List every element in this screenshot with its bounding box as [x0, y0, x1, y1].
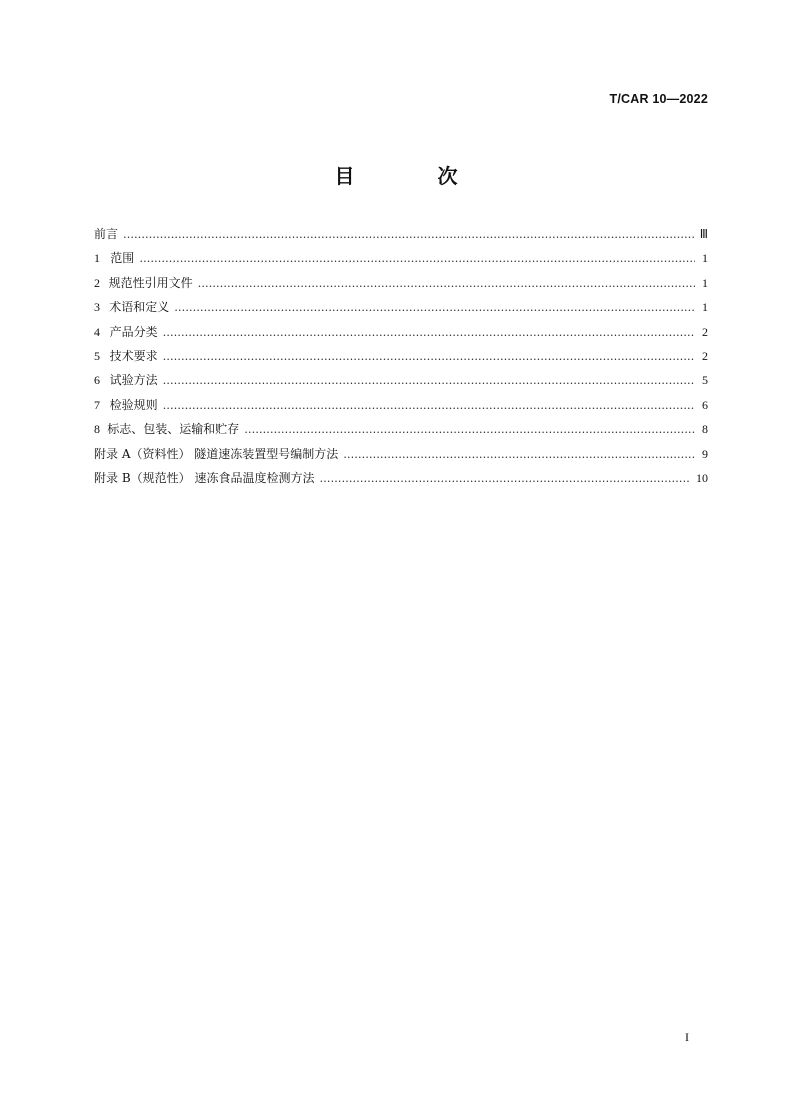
toc-entry-label: 产品分类	[109, 324, 158, 339]
toc-entry-label: 前言	[94, 227, 119, 241]
toc-entry-label: 术语和定义	[109, 300, 170, 315]
toc-leader-dots	[319, 472, 691, 485]
toc-entry-test-methods[interactable]	[94, 371, 708, 395]
toc-leader-dots	[244, 423, 695, 436]
toc-entry-page: 1	[702, 300, 708, 315]
toc-entry-terms[interactable]	[94, 298, 708, 322]
toc-entry-classification[interactable]	[94, 323, 708, 347]
toc-entry-annex-a[interactable]	[94, 445, 708, 469]
toc-entry-number: 4	[94, 324, 100, 339]
toc-entry-label: 规范性引用文件	[108, 275, 193, 290]
toc-leader-dots	[198, 277, 695, 290]
toc-entry-label: 技术要求	[109, 348, 158, 363]
toc-entry-page: 1	[702, 275, 708, 290]
toc-entry-page: 8	[702, 422, 708, 437]
toc-entry-page: 1	[702, 251, 708, 266]
toc-entry-number: 5	[94, 348, 100, 363]
toc-entry-label: 标志、包装、运输和贮存	[107, 422, 240, 437]
toc-entry-label: 试验方法	[109, 373, 158, 388]
toc-entry-page: 2	[702, 324, 708, 339]
toc-entry-scope[interactable]	[94, 249, 708, 273]
toc-entry-page: Ⅲ	[699, 227, 708, 241]
toc-entry-number: 7	[94, 397, 100, 412]
toc-entry-inspection-rules[interactable]	[94, 396, 708, 420]
toc-leader-dots	[163, 374, 695, 387]
toc-entry-page: 9	[702, 446, 708, 461]
toc-entry-label: 检验规则	[109, 397, 158, 412]
toc-entry-number: 6	[94, 373, 100, 388]
page-title: 目 次	[334, 164, 496, 188]
document-id: T/CAR 10—2022	[609, 92, 708, 106]
toc-entry-normative-references[interactable]	[94, 274, 708, 298]
toc-leader-dots	[163, 399, 695, 412]
toc-entry-number: 1	[94, 251, 100, 266]
toc-entry-page: 5	[702, 373, 708, 388]
toc-leader-dots	[139, 252, 695, 265]
toc-entry-annex-b[interactable]	[94, 469, 708, 493]
toc-leader-dots	[163, 326, 695, 339]
page-number: I	[685, 1030, 689, 1044]
toc-entry-number: 8	[94, 422, 100, 437]
toc-entry-number: 2	[94, 275, 100, 290]
toc-entry-number: 3	[94, 300, 100, 315]
toc-leader-dots	[123, 228, 695, 241]
toc-leader-dots	[163, 350, 695, 363]
toc-leader-dots	[343, 448, 695, 461]
toc-entry-requirements[interactable]	[94, 347, 708, 371]
toc-entry-page: 10	[696, 470, 708, 485]
toc-entry-label: 附录 A（资料性） 隧道速冻装置型号编制方法	[94, 446, 339, 461]
toc-entry-page: 6	[702, 397, 708, 412]
toc-entry-label: 附录 B（规范性） 速冻食品温度检测方法	[94, 470, 315, 485]
toc-entry-label: 范围	[110, 251, 135, 266]
toc-entry-page: 2	[702, 348, 708, 363]
toc-entry-foreword[interactable]	[94, 225, 708, 249]
table-of-contents	[94, 225, 708, 493]
toc-leader-dots	[174, 301, 695, 314]
toc-entry-marking-packaging[interactable]	[94, 420, 708, 444]
